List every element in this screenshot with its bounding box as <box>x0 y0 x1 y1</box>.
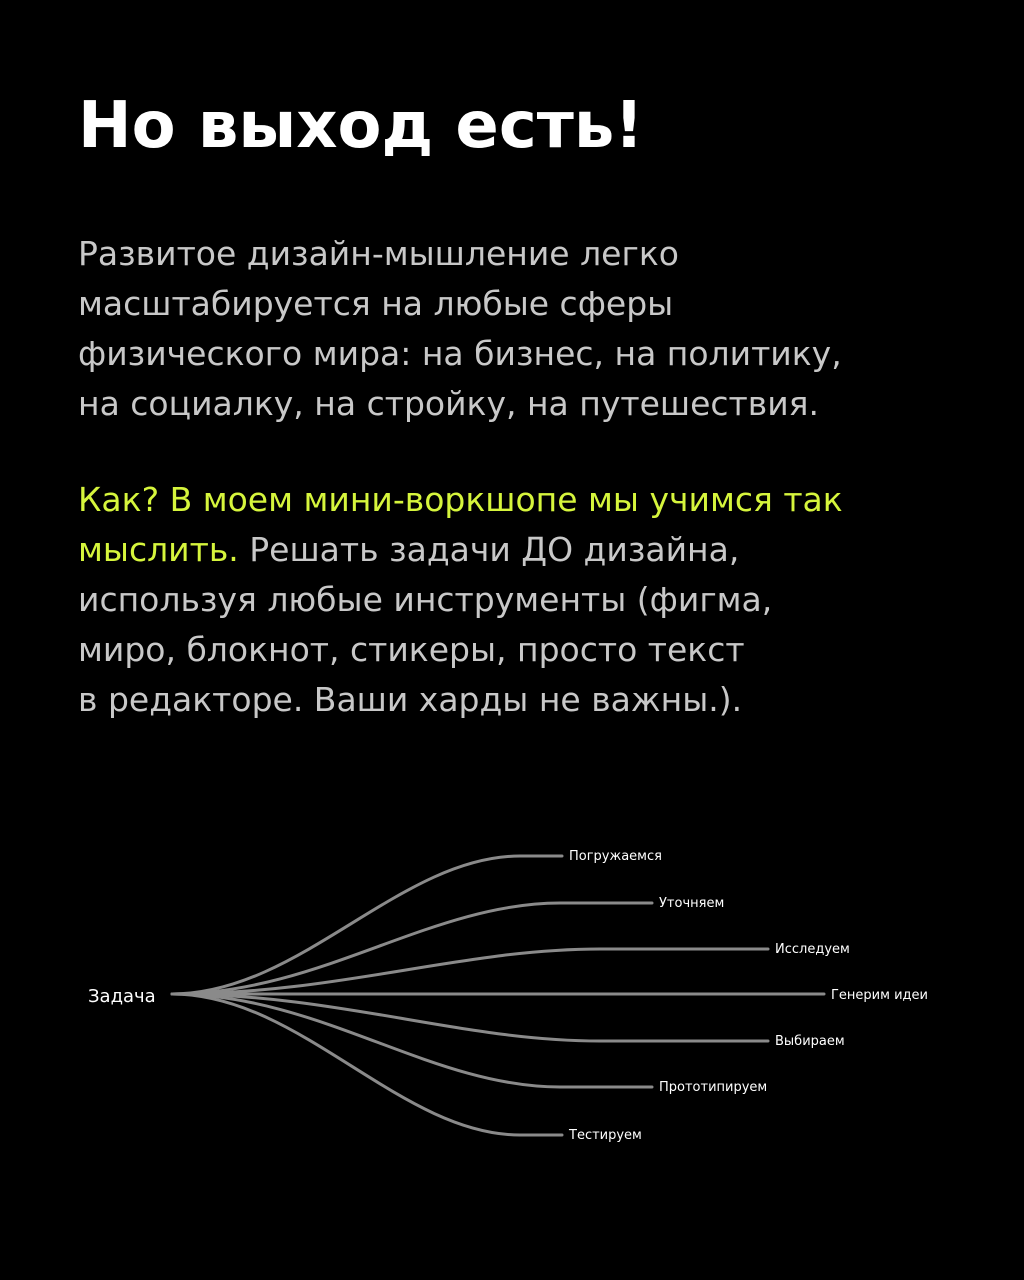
branch-label-clarify: Уточняем <box>659 896 725 911</box>
page-title: Но выход есть! <box>78 89 644 163</box>
intro-line: на социалку, на стройку, на путешествия. <box>78 384 819 423</box>
intro-line: Развитое дизайн-мышление легко <box>78 234 679 273</box>
branch-label-test: Тестируем <box>569 1128 642 1143</box>
branch-label-immerse: Погружаемся <box>569 849 662 864</box>
branch-line-test <box>172 994 562 1135</box>
workshop-line: миро, блокнот, стикеры, просто текст <box>78 630 745 669</box>
workshop-line: используя любые инструменты (фигма, <box>78 580 773 619</box>
intro-line: физического мира: на бизнес, на политику, <box>78 334 842 373</box>
branch-label-prototype: Прототипируем <box>659 1080 768 1095</box>
branch-label-ideate: Генерим идеи <box>831 988 928 1003</box>
workshop-line-accent: Как? В моем мини-воркшопе мы учимся так <box>78 480 843 519</box>
workshop-accent-word: мыслить. <box>78 530 239 569</box>
workshop-line: в редакторе. Ваши харды не важны.). <box>78 680 743 719</box>
intro-line: масштабируется на любые сферы <box>78 284 674 323</box>
branch-line-research <box>172 949 768 994</box>
workshop-line-rest: Решать задачи ДО дизайна, <box>238 530 740 569</box>
branch-line-select <box>172 994 768 1041</box>
branch-label-select: Выбираем <box>775 1034 845 1049</box>
branch-label-research: Исследуем <box>775 942 850 957</box>
branch-line-immerse <box>172 856 562 994</box>
diagram-root-label: Задача <box>88 986 156 1007</box>
